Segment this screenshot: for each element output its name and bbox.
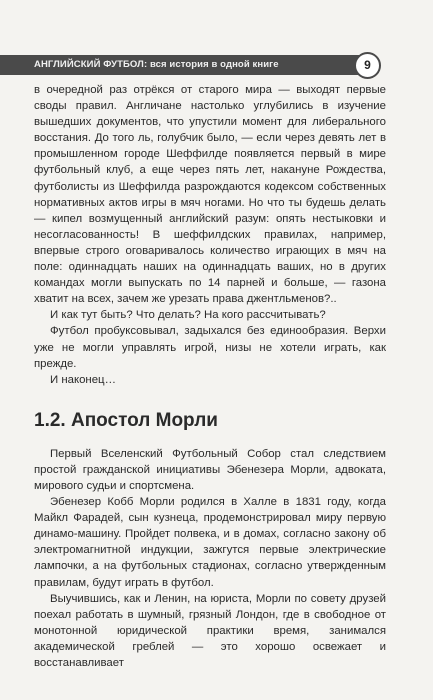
paragraph-continuation: в очередной раз отрёкся от старого мира — выходят первые своды правил. Англичане настолько углубились в изучение вышедших документов, что упустили момент для либерального восстания. До того ль, голубчик было, — если через девять лет в промышленном городе Шеффилде появляется первый в мире футбольный клуб, а еще через пять лет, накануне Рождества, футболисты из Шеффилда разрождаются кодексом собственных нормативных актов игры в мяч ногами. Но что ты будешь делать — кипел возмущенный английский разум: опять нестыковки и несогласованность! В шеффилдских правилах, например, впервые строго оговаривалось количество играющих в мяч на поле: одиннадцать наших на одиннадцать ваших, но в других командах могли выпускать по 14 парней и больше, — газона хватит на всех, зачем же урезать права джентльменов?.. bbox=[34, 84, 386, 306]
paragraph: Эбенезер Кобб Морли родился в Халле в 1831 году, когда Майкл Фарадей, сын кузнеца, продемонстрировал миру первую динамо-машину. Пройдет полвека, и в домах, согласно закону об электромагнитной индукции, зажгутся первые электрические лампочки, а на футбольных стадионах, согласно утвержденным правилам, будут играть в футбол. bbox=[34, 496, 386, 589]
page-number: 9 bbox=[354, 52, 381, 79]
section-heading: 1.2. Апостол Морли bbox=[34, 409, 218, 431]
header-title: АНГЛИЙСКИЙ ФУТБОЛ: вся история в одной книге bbox=[0, 55, 360, 75]
paragraph: Выучившись, как и Ленин, на юриста, Морли по совету друзей поехал работать в шумный, грязный Лондон, где в свободное от монотонной юридической практики время, занимался академической греблей — это хорошо освежает и восстанавливает bbox=[34, 592, 386, 669]
paragraph: И как тут быть? Что делать? На кого рассчитывать? bbox=[50, 309, 326, 322]
paragraph: Первый Вселенский Футбольный Собор стал следствием простой гражданской инициативы Эбенезера Морли, адвоката, мирового судьи и спортсмена. bbox=[34, 447, 386, 492]
paragraph: И наконец… bbox=[50, 373, 116, 386]
running-header bbox=[0, 52, 433, 80]
paragraph: Футбол пробуксовывал, задыхался без единообразия. Верхи уже не могли управлять игрой, низы не хотели играть, как прежде. bbox=[34, 325, 386, 370]
page-body bbox=[34, 82, 386, 671]
